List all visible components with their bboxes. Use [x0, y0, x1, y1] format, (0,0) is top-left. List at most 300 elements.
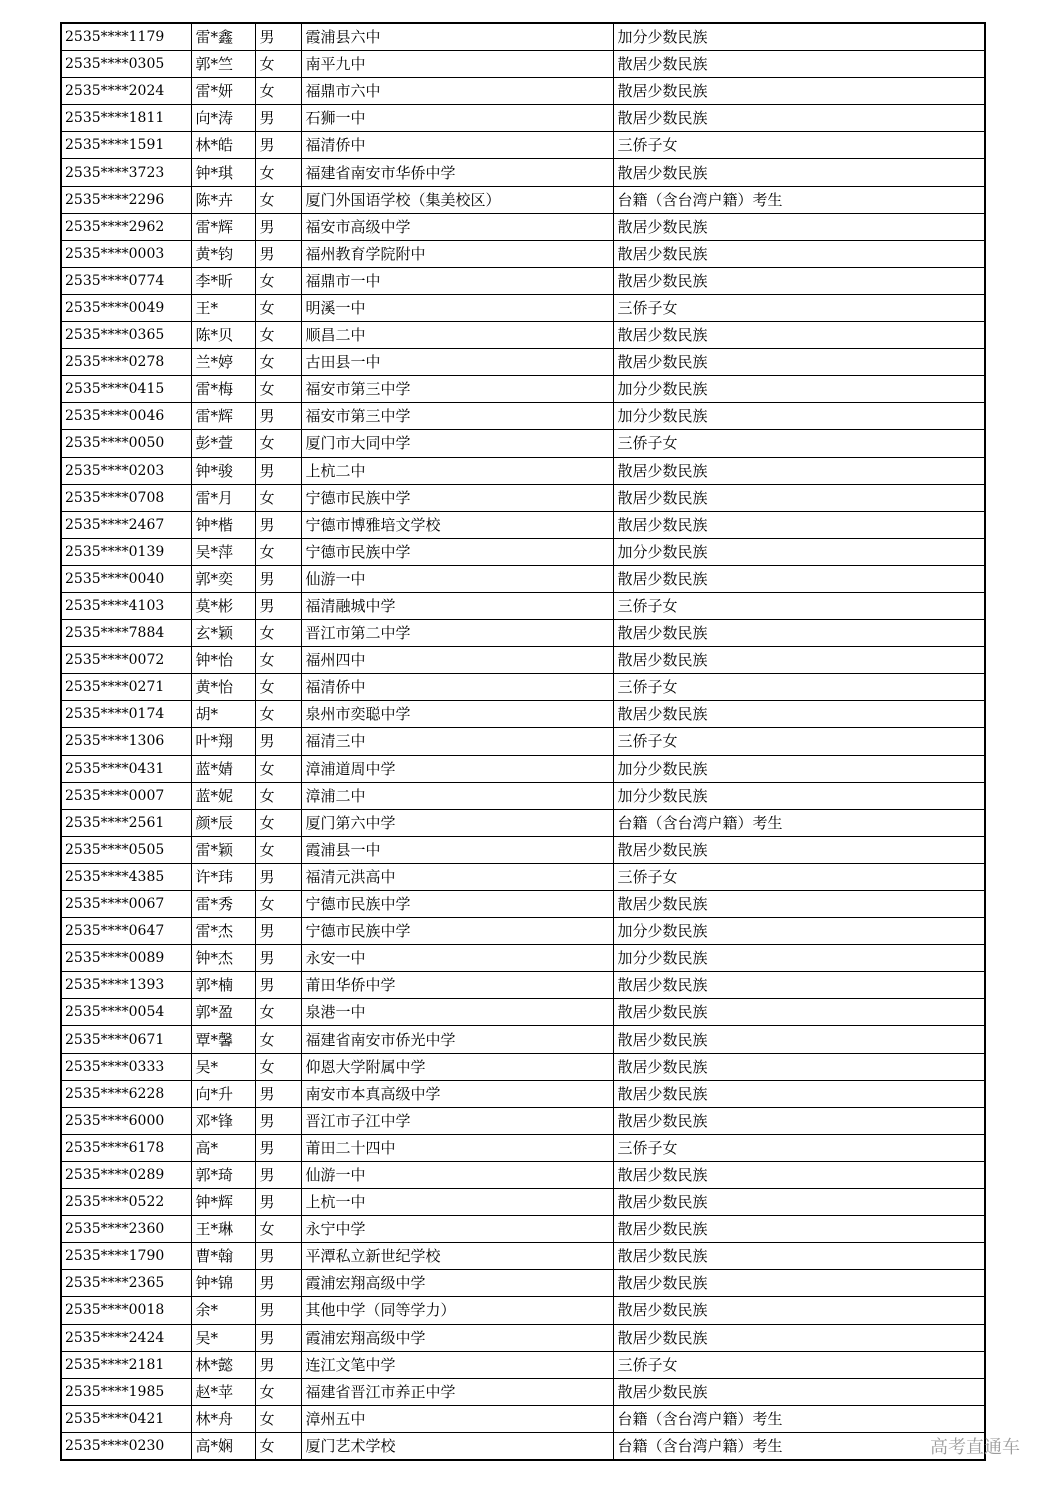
name-cell: 钟*辉 [191, 1189, 255, 1216]
table-row [61, 51, 985, 78]
candidate-id-cell: 2535****0333 [61, 1053, 191, 1080]
gender-cell: 男 [255, 972, 301, 999]
category-cell: 三侨子女 [613, 1351, 985, 1378]
name-cell: 钟*琪 [191, 159, 255, 186]
school-cell: 福安市第三中学 [301, 376, 613, 403]
name-cell: 胡* [191, 701, 255, 728]
name-cell: 钟*怡 [191, 647, 255, 674]
candidate-id-cell: 2535****0230 [61, 1432, 191, 1460]
category-cell: 散居少数民族 [613, 240, 985, 267]
category-cell: 加分少数民族 [613, 945, 985, 972]
candidate-id-cell: 2535****0203 [61, 457, 191, 484]
school-cell: 平潭私立新世纪学校 [301, 1243, 613, 1270]
candidate-id-cell: 2535****0072 [61, 647, 191, 674]
gender-cell: 男 [255, 23, 301, 51]
category-cell: 散居少数民族 [613, 1216, 985, 1243]
school-cell: 明溪一中 [301, 294, 613, 321]
name-cell: 曹*翰 [191, 1243, 255, 1270]
gender-cell: 男 [255, 1189, 301, 1216]
table-row [61, 1405, 985, 1432]
candidate-id-cell: 2535****2424 [61, 1324, 191, 1351]
school-cell: 连江文笔中学 [301, 1351, 613, 1378]
category-cell: 加分少数民族 [613, 403, 985, 430]
category-cell: 台籍（含台湾户籍）考生 [613, 186, 985, 213]
table-row [61, 674, 985, 701]
name-cell: 向*涛 [191, 105, 255, 132]
name-cell: 林*舟 [191, 1405, 255, 1432]
gender-cell: 女 [255, 1405, 301, 1432]
category-cell: 台籍（含台湾户籍）考生 [613, 809, 985, 836]
school-cell: 晋江市第二中学 [301, 620, 613, 647]
gender-cell: 女 [255, 674, 301, 701]
gender-cell: 男 [255, 1351, 301, 1378]
table-row [61, 1189, 985, 1216]
table-row [61, 105, 985, 132]
candidate-id-cell: 2535****0278 [61, 349, 191, 376]
table-row [61, 891, 985, 918]
gender-cell: 女 [255, 999, 301, 1026]
name-cell: 钟*骏 [191, 457, 255, 484]
candidate-id-cell: 2535****2561 [61, 809, 191, 836]
category-cell: 散居少数民族 [613, 1378, 985, 1405]
school-cell: 宁德市民族中学 [301, 918, 613, 945]
category-cell: 散居少数民族 [613, 213, 985, 240]
gender-cell: 女 [255, 484, 301, 511]
school-cell: 福清侨中 [301, 132, 613, 159]
school-cell: 福安市第三中学 [301, 403, 613, 430]
school-cell: 霞浦县一中 [301, 836, 613, 863]
candidate-id-cell: 2535****2024 [61, 78, 191, 105]
candidate-id-cell: 2535****6178 [61, 1134, 191, 1161]
name-cell: 黄*钧 [191, 240, 255, 267]
table-row [61, 23, 985, 51]
table-row [61, 1134, 985, 1161]
category-cell: 加分少数民族 [613, 376, 985, 403]
category-cell: 散居少数民族 [613, 484, 985, 511]
candidate-id-cell: 2535****2962 [61, 213, 191, 240]
school-cell: 宁德市民族中学 [301, 484, 613, 511]
category-cell: 散居少数民族 [613, 1080, 985, 1107]
gender-cell: 女 [255, 267, 301, 294]
candidate-id-cell: 2535****0671 [61, 1026, 191, 1053]
table-row [61, 1080, 985, 1107]
candidate-id-cell: 2535****0271 [61, 674, 191, 701]
category-cell: 散居少数民族 [613, 1297, 985, 1324]
candidate-id-cell: 2535****0774 [61, 267, 191, 294]
table-row [61, 1161, 985, 1188]
candidate-id-cell: 2535****2296 [61, 186, 191, 213]
gender-cell: 女 [255, 701, 301, 728]
candidate-id-cell: 2535****6000 [61, 1107, 191, 1134]
name-cell: 雷*秀 [191, 891, 255, 918]
category-cell: 散居少数民族 [613, 1270, 985, 1297]
table-row [61, 376, 985, 403]
school-cell: 福清侨中 [301, 674, 613, 701]
name-cell: 郭*竺 [191, 51, 255, 78]
gender-cell: 女 [255, 891, 301, 918]
table-row [61, 1351, 985, 1378]
category-cell: 散居少数民族 [613, 1243, 985, 1270]
table-row [61, 538, 985, 565]
candidate-id-cell: 2535****0431 [61, 755, 191, 782]
gender-cell: 男 [255, 240, 301, 267]
category-cell: 散居少数民族 [613, 620, 985, 647]
candidate-id-cell: 2535****0007 [61, 782, 191, 809]
table-row [61, 294, 985, 321]
gender-cell: 男 [255, 918, 301, 945]
school-cell: 漳浦道周中学 [301, 755, 613, 782]
gender-cell: 男 [255, 213, 301, 240]
name-cell: 陈*贝 [191, 322, 255, 349]
school-cell: 莆田二十四中 [301, 1134, 613, 1161]
table-row [61, 782, 985, 809]
gender-cell: 女 [255, 430, 301, 457]
candidate-id-cell: 2535****0089 [61, 945, 191, 972]
school-cell: 福建省晋江市养正中学 [301, 1378, 613, 1405]
name-cell: 蓝*妮 [191, 782, 255, 809]
gender-cell: 男 [255, 1161, 301, 1188]
category-cell: 三侨子女 [613, 674, 985, 701]
name-cell: 郭*楠 [191, 972, 255, 999]
candidate-id-cell: 2535****0040 [61, 565, 191, 592]
gender-cell: 男 [255, 565, 301, 592]
gender-cell: 女 [255, 78, 301, 105]
candidate-id-cell: 2535****0365 [61, 322, 191, 349]
table-body [61, 23, 985, 1460]
gender-cell: 女 [255, 322, 301, 349]
table-row [61, 972, 985, 999]
name-cell: 彭*萱 [191, 430, 255, 457]
table-row [61, 1216, 985, 1243]
category-cell: 三侨子女 [613, 1134, 985, 1161]
school-cell: 南安市本真高级中学 [301, 1080, 613, 1107]
name-cell: 吴* [191, 1053, 255, 1080]
school-cell: 南平九中 [301, 51, 613, 78]
category-cell: 三侨子女 [613, 430, 985, 457]
category-cell: 散居少数民族 [613, 78, 985, 105]
gender-cell: 男 [255, 1080, 301, 1107]
gender-cell: 女 [255, 809, 301, 836]
school-cell: 仰恩大学附属中学 [301, 1053, 613, 1080]
table-row [61, 945, 985, 972]
name-cell: 向*升 [191, 1080, 255, 1107]
gender-cell: 女 [255, 349, 301, 376]
candidate-id-cell: 2535****4385 [61, 863, 191, 890]
table-row [61, 213, 985, 240]
table-row [61, 1378, 985, 1405]
candidate-id-cell: 2535****1393 [61, 972, 191, 999]
school-cell: 宁德市博雅培文学校 [301, 511, 613, 538]
candidate-id-cell: 2535****0050 [61, 430, 191, 457]
school-cell: 宁德市民族中学 [301, 891, 613, 918]
table-row [61, 1243, 985, 1270]
category-cell: 散居少数民族 [613, 51, 985, 78]
category-cell: 加分少数民族 [613, 918, 985, 945]
name-cell: 覃*馨 [191, 1026, 255, 1053]
school-cell: 厦门外国语学校（集美校区） [301, 186, 613, 213]
name-cell: 雷*妍 [191, 78, 255, 105]
table-row [61, 1026, 985, 1053]
category-cell: 散居少数民族 [613, 322, 985, 349]
table-row [61, 267, 985, 294]
category-cell: 散居少数民族 [613, 105, 985, 132]
name-cell: 钟*杰 [191, 945, 255, 972]
candidate-id-cell: 2535****1985 [61, 1378, 191, 1405]
name-cell: 兰*婷 [191, 349, 255, 376]
school-cell: 福安市高级中学 [301, 213, 613, 240]
name-cell: 吴* [191, 1324, 255, 1351]
candidate-id-cell: 2535****0415 [61, 376, 191, 403]
school-cell: 泉州市奕聪中学 [301, 701, 613, 728]
category-cell: 散居少数民族 [613, 1189, 985, 1216]
category-cell: 散居少数民族 [613, 647, 985, 674]
school-cell: 上杭二中 [301, 457, 613, 484]
candidate-id-cell: 2535****1811 [61, 105, 191, 132]
gender-cell: 男 [255, 1297, 301, 1324]
candidate-id-cell: 2535****0289 [61, 1161, 191, 1188]
gender-cell: 男 [255, 105, 301, 132]
school-cell: 其他中学（同等学力） [301, 1297, 613, 1324]
name-cell: 李*昕 [191, 267, 255, 294]
table-row [61, 322, 985, 349]
category-cell: 散居少数民族 [613, 565, 985, 592]
candidate-id-cell: 2535****2360 [61, 1216, 191, 1243]
table-row [61, 863, 985, 890]
name-cell: 郭*奕 [191, 565, 255, 592]
school-cell: 古田县一中 [301, 349, 613, 376]
candidate-id-cell: 2535****0054 [61, 999, 191, 1026]
gender-cell: 女 [255, 620, 301, 647]
school-cell: 宁德市民族中学 [301, 538, 613, 565]
school-cell: 永宁中学 [301, 1216, 613, 1243]
name-cell: 钟*楷 [191, 511, 255, 538]
gender-cell: 男 [255, 1243, 301, 1270]
table-row [61, 592, 985, 619]
table-row [61, 999, 985, 1026]
category-cell: 散居少数民族 [613, 1026, 985, 1053]
school-cell: 霞浦县六中 [301, 23, 613, 51]
school-cell: 福鼎市六中 [301, 78, 613, 105]
table-row [61, 809, 985, 836]
school-cell: 厦门艺术学校 [301, 1432, 613, 1460]
candidate-id-cell: 2535****0139 [61, 538, 191, 565]
candidate-id-cell: 2535****0018 [61, 1297, 191, 1324]
gender-cell: 女 [255, 1432, 301, 1460]
name-cell: 雷*鑫 [191, 23, 255, 51]
name-cell: 黄*怡 [191, 674, 255, 701]
name-cell: 林*皓 [191, 132, 255, 159]
category-cell: 三侨子女 [613, 592, 985, 619]
table-row [61, 1297, 985, 1324]
table-row [61, 186, 985, 213]
school-cell: 霞浦宏翔高级中学 [301, 1324, 613, 1351]
name-cell: 高* [191, 1134, 255, 1161]
school-cell: 晋江市子江中学 [301, 1107, 613, 1134]
category-cell: 散居少数民族 [613, 1107, 985, 1134]
category-cell: 散居少数民族 [613, 159, 985, 186]
category-cell: 台籍（含台湾户籍）考生 [613, 1405, 985, 1432]
school-cell: 福清三中 [301, 728, 613, 755]
gender-cell: 女 [255, 647, 301, 674]
name-cell: 雷*辉 [191, 213, 255, 240]
category-cell: 散居少数民族 [613, 349, 985, 376]
candidate-id-cell: 2535****2181 [61, 1351, 191, 1378]
name-cell: 叶*翔 [191, 728, 255, 755]
gender-cell: 女 [255, 1216, 301, 1243]
gender-cell: 女 [255, 538, 301, 565]
table-row [61, 1053, 985, 1080]
category-cell: 三侨子女 [613, 863, 985, 890]
category-cell: 散居少数民族 [613, 457, 985, 484]
category-cell: 加分少数民族 [613, 782, 985, 809]
category-cell: 加分少数民族 [613, 538, 985, 565]
candidate-id-cell: 2535****2467 [61, 511, 191, 538]
school-cell: 仙游一中 [301, 565, 613, 592]
name-cell: 高*娴 [191, 1432, 255, 1460]
gender-cell: 男 [255, 1324, 301, 1351]
table-row [61, 1107, 985, 1134]
table-row [61, 565, 985, 592]
category-cell: 散居少数民族 [613, 1324, 985, 1351]
school-cell: 上杭一中 [301, 1189, 613, 1216]
candidate-id-cell: 2535****0505 [61, 836, 191, 863]
gender-cell: 男 [255, 403, 301, 430]
table-row [61, 511, 985, 538]
candidate-id-cell: 2535****7884 [61, 620, 191, 647]
table-row [61, 1270, 985, 1297]
gender-cell: 女 [255, 294, 301, 321]
category-cell: 散居少数民族 [613, 1161, 985, 1188]
school-cell: 泉港一中 [301, 999, 613, 1026]
name-cell: 雷*颖 [191, 836, 255, 863]
name-cell: 郭*琦 [191, 1161, 255, 1188]
category-cell: 散居少数民族 [613, 891, 985, 918]
gender-cell: 男 [255, 1270, 301, 1297]
name-cell: 王* [191, 294, 255, 321]
candidate-id-cell: 2535****1790 [61, 1243, 191, 1270]
candidate-id-cell: 2535****0421 [61, 1405, 191, 1432]
gender-cell: 女 [255, 836, 301, 863]
candidate-id-cell: 2535****0305 [61, 51, 191, 78]
gender-cell: 男 [255, 132, 301, 159]
gender-cell: 女 [255, 782, 301, 809]
candidate-id-cell: 2535****4103 [61, 592, 191, 619]
table-row [61, 457, 985, 484]
candidate-id-cell: 2535****0049 [61, 294, 191, 321]
gender-cell: 女 [255, 1378, 301, 1405]
table-row [61, 1432, 985, 1460]
school-cell: 福清元洪高中 [301, 863, 613, 890]
school-cell: 仙游一中 [301, 1161, 613, 1188]
candidate-id-cell: 2535****0522 [61, 1189, 191, 1216]
school-cell: 福州四中 [301, 647, 613, 674]
gender-cell: 男 [255, 863, 301, 890]
school-cell: 漳浦二中 [301, 782, 613, 809]
candidate-id-cell: 2535****0174 [61, 701, 191, 728]
gender-cell: 女 [255, 755, 301, 782]
school-cell: 厦门第六中学 [301, 809, 613, 836]
candidate-id-cell: 2535****1179 [61, 23, 191, 51]
table-row [61, 918, 985, 945]
category-cell: 散居少数民族 [613, 836, 985, 863]
school-cell: 福州教育学院附中 [301, 240, 613, 267]
name-cell: 颜*辰 [191, 809, 255, 836]
table-row [61, 240, 985, 267]
category-cell: 散居少数民族 [613, 267, 985, 294]
gender-cell: 男 [255, 1134, 301, 1161]
table-row [61, 1324, 985, 1351]
admission-list-table [60, 22, 986, 1461]
name-cell: 许*玮 [191, 863, 255, 890]
gender-cell: 女 [255, 376, 301, 403]
school-cell: 莆田华侨中学 [301, 972, 613, 999]
table-row [61, 647, 985, 674]
table-row [61, 728, 985, 755]
table-row [61, 78, 985, 105]
table-row [61, 755, 985, 782]
school-cell: 福建省南安市侨光中学 [301, 1026, 613, 1053]
name-cell: 钟*锦 [191, 1270, 255, 1297]
name-cell: 林*懿 [191, 1351, 255, 1378]
name-cell: 蓝*婧 [191, 755, 255, 782]
school-cell: 福清融城中学 [301, 592, 613, 619]
gender-cell: 男 [255, 1107, 301, 1134]
candidate-id-cell: 2535****0647 [61, 918, 191, 945]
candidate-id-cell: 2535****0046 [61, 403, 191, 430]
category-cell: 三侨子女 [613, 294, 985, 321]
gender-cell: 女 [255, 186, 301, 213]
table-row [61, 484, 985, 511]
name-cell: 吴*萍 [191, 538, 255, 565]
category-cell: 散居少数民族 [613, 701, 985, 728]
candidate-id-cell: 2535****1591 [61, 132, 191, 159]
gender-cell: 女 [255, 159, 301, 186]
name-cell: 王*琳 [191, 1216, 255, 1243]
gender-cell: 女 [255, 1053, 301, 1080]
name-cell: 郭*盈 [191, 999, 255, 1026]
table-row [61, 403, 985, 430]
school-cell: 漳州五中 [301, 1405, 613, 1432]
gender-cell: 男 [255, 728, 301, 755]
table-row [61, 620, 985, 647]
name-cell: 雷*辉 [191, 403, 255, 430]
name-cell: 邓*锋 [191, 1107, 255, 1134]
school-cell: 永安一中 [301, 945, 613, 972]
gender-cell: 男 [255, 511, 301, 538]
school-cell: 福建省南安市华侨中学 [301, 159, 613, 186]
name-cell: 莫*彬 [191, 592, 255, 619]
category-cell: 加分少数民族 [613, 23, 985, 51]
gender-cell: 女 [255, 1026, 301, 1053]
candidate-id-cell: 2535****3723 [61, 159, 191, 186]
name-cell: 雷*月 [191, 484, 255, 511]
name-cell: 雷*杰 [191, 918, 255, 945]
category-cell: 台籍（含台湾户籍）考生 [613, 1432, 985, 1460]
name-cell: 赵*苹 [191, 1378, 255, 1405]
gender-cell: 男 [255, 945, 301, 972]
gender-cell: 女 [255, 51, 301, 78]
school-cell: 石狮一中 [301, 105, 613, 132]
name-cell: 余* [191, 1297, 255, 1324]
category-cell: 散居少数民族 [613, 1053, 985, 1080]
candidate-id-cell: 2535****0708 [61, 484, 191, 511]
gender-cell: 男 [255, 592, 301, 619]
school-cell: 霞浦宏翔高级中学 [301, 1270, 613, 1297]
category-cell: 加分少数民族 [613, 755, 985, 782]
table-row [61, 349, 985, 376]
table-row [61, 430, 985, 457]
gender-cell: 男 [255, 457, 301, 484]
